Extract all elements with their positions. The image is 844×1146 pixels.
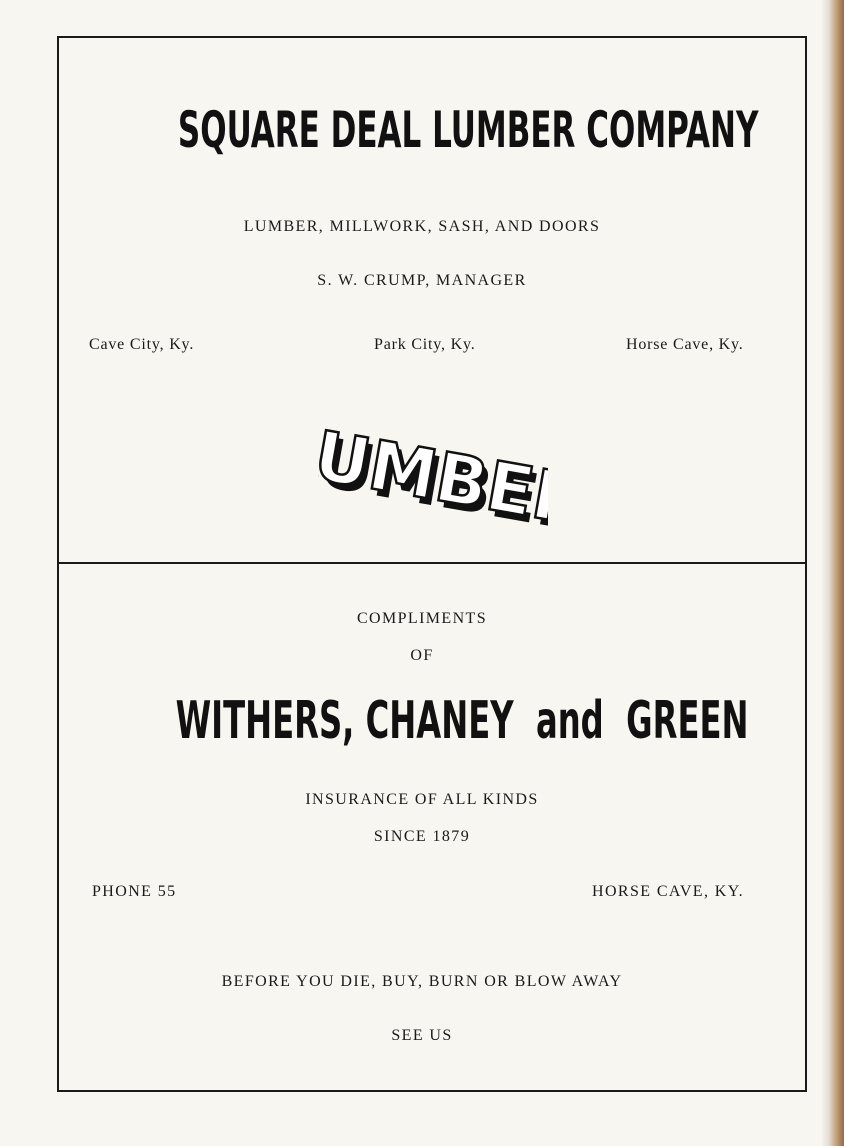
- lumber-manager-line: S. W. CRUMP, MANAGER: [317, 272, 527, 289]
- advertisement-frame: [57, 36, 807, 1092]
- logo-shadow-text: LUMBER: [318, 416, 548, 550]
- phone-number: PHONE 55: [92, 883, 177, 900]
- compliments-line: COMPLIMENTS: [356, 610, 488, 627]
- lumber-products-line: LUMBER, MILLWORK, SASH, AND DOORS: [243, 218, 601, 235]
- since-line: SINCE 1879: [373, 828, 471, 845]
- insurance-tagline: INSURANCE OF ALL KINDS: [305, 791, 539, 808]
- insurance-company-title: WITHERS, CHANEY and GREEN: [175, 691, 749, 751]
- see-us-line: SEE US: [391, 1027, 453, 1044]
- insurance-location: HORSE CAVE, KY.: [592, 883, 744, 900]
- location-park-city: Park City, Ky.: [374, 336, 476, 353]
- lumber-company-title: SQUARE DEAL LUMBER COMPANY: [177, 101, 759, 159]
- location-cave-city: Cave City, Ky.: [89, 336, 195, 353]
- logo-text: LUMBER: [318, 410, 548, 543]
- ad-divider: [57, 562, 807, 564]
- of-line: OF: [410, 647, 434, 664]
- slogan-line: BEFORE YOU DIE, BUY, BURN OR BLOW AWAY: [221, 973, 623, 990]
- location-horse-cave: Horse Cave, Ky.: [626, 336, 744, 353]
- lumber-logo: [318, 410, 548, 550]
